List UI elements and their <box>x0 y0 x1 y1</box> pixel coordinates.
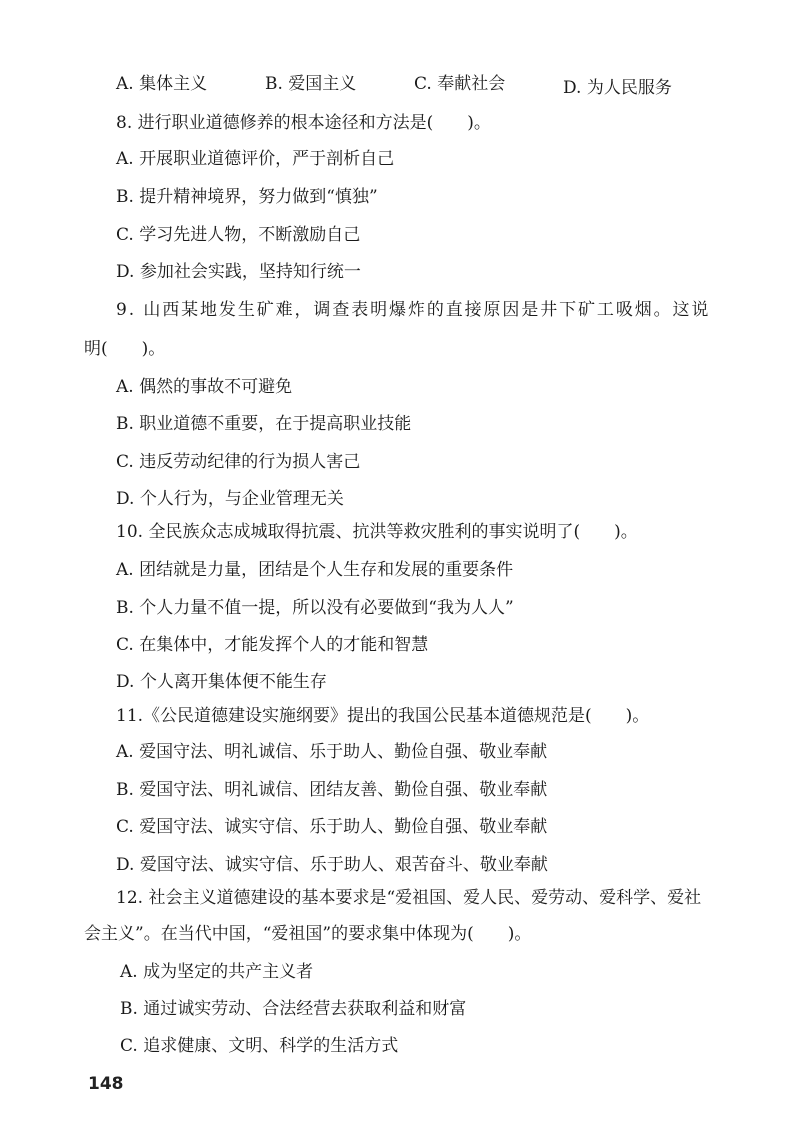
q7-options <box>0 73 800 98</box>
q8-option-a: A. 开展职业道德评价，严于剖析自己 <box>116 149 395 169</box>
q9-option-c: C. 违反劳动纪律的行为损人害己 <box>116 452 361 472</box>
page-number: 148 <box>88 1074 124 1094</box>
q7-option-d: D. 为人民服务 <box>563 78 672 98</box>
q7-option-c: C. 奉献社会 <box>414 74 506 94</box>
q10-stem: 10. 全民族众志成城取得抗震、抗洪等救灾胜利的事实说明了( )。 <box>116 522 638 542</box>
q9-stem-line1: 9. 山西某地发生矿难，调查表明爆炸的直接原因是井下矿工吸烟。这说 <box>116 300 711 320</box>
q10-option-d: D. 个人离开集体便不能生存 <box>116 672 327 692</box>
q8-option-d: D. 参加社会实践，坚持知行统一 <box>116 262 361 282</box>
q12-option-b: B. 通过诚实劳动、合法经营去获取利益和财富 <box>120 999 467 1019</box>
q11-option-c: C. 爱国守法、诚实守信、乐于助人、勤俭自强、敬业奉献 <box>116 817 548 837</box>
q11-stem: 11.《公民道德建设实施纲要》提出的我国公民基本道德规范是( )。 <box>116 706 650 726</box>
q12-option-c: C. 追求健康、文明、科学的生活方式 <box>120 1036 399 1056</box>
q11-option-a: A. 爱国守法、明礼诚信、乐于助人、勤俭自强、敬业奉献 <box>116 742 548 762</box>
q10-option-c: C. 在集体中，才能发挥个人的才能和智慧 <box>116 635 429 655</box>
q7-option-a: A. 集体主义 <box>116 74 208 94</box>
q9-stem-line2: 明( )。 <box>84 339 166 359</box>
q12-stem-line2: 会主义”。在当代中国，“爱祖国”的要求集中体现为( )。 <box>84 924 532 944</box>
q8-stem: 8. 进行职业道德修养的根本途径和方法是( )。 <box>116 113 491 133</box>
q9-option-b: B. 职业道德不重要，在于提高职业技能 <box>116 414 412 434</box>
q7-option-b: B. 爱国主义 <box>265 74 357 94</box>
q10-option-a: A. 团结就是力量，团结是个人生存和发展的重要条件 <box>116 560 514 580</box>
q12-option-a: A. 成为坚定的共产主义者 <box>120 962 314 982</box>
q9-option-d: D. 个人行为，与企业管理无关 <box>116 489 344 509</box>
q8-option-b: B. 提升精神境界，努力做到“慎独” <box>116 187 378 207</box>
q12-stem-line1: 12. 社会主义道德建设的基本要求是“爱祖国、爱人民、爱劳动、爱科学、爱社 <box>116 888 702 908</box>
q10-option-b: B. 个人力量不值一提，所以没有必要做到“我为人人” <box>116 598 514 618</box>
q11-option-d: D. 爱国守法、诚实守信、乐于助人、艰苦奋斗、敬业奉献 <box>116 855 548 875</box>
q8-option-c: C. 学习先进人物，不断激励自己 <box>116 225 361 245</box>
q9-option-a: A. 偶然的事故不可避免 <box>116 377 293 397</box>
q11-option-b: B. 爱国守法、明礼诚信、团结友善、勤俭自强、敬业奉献 <box>116 780 548 800</box>
